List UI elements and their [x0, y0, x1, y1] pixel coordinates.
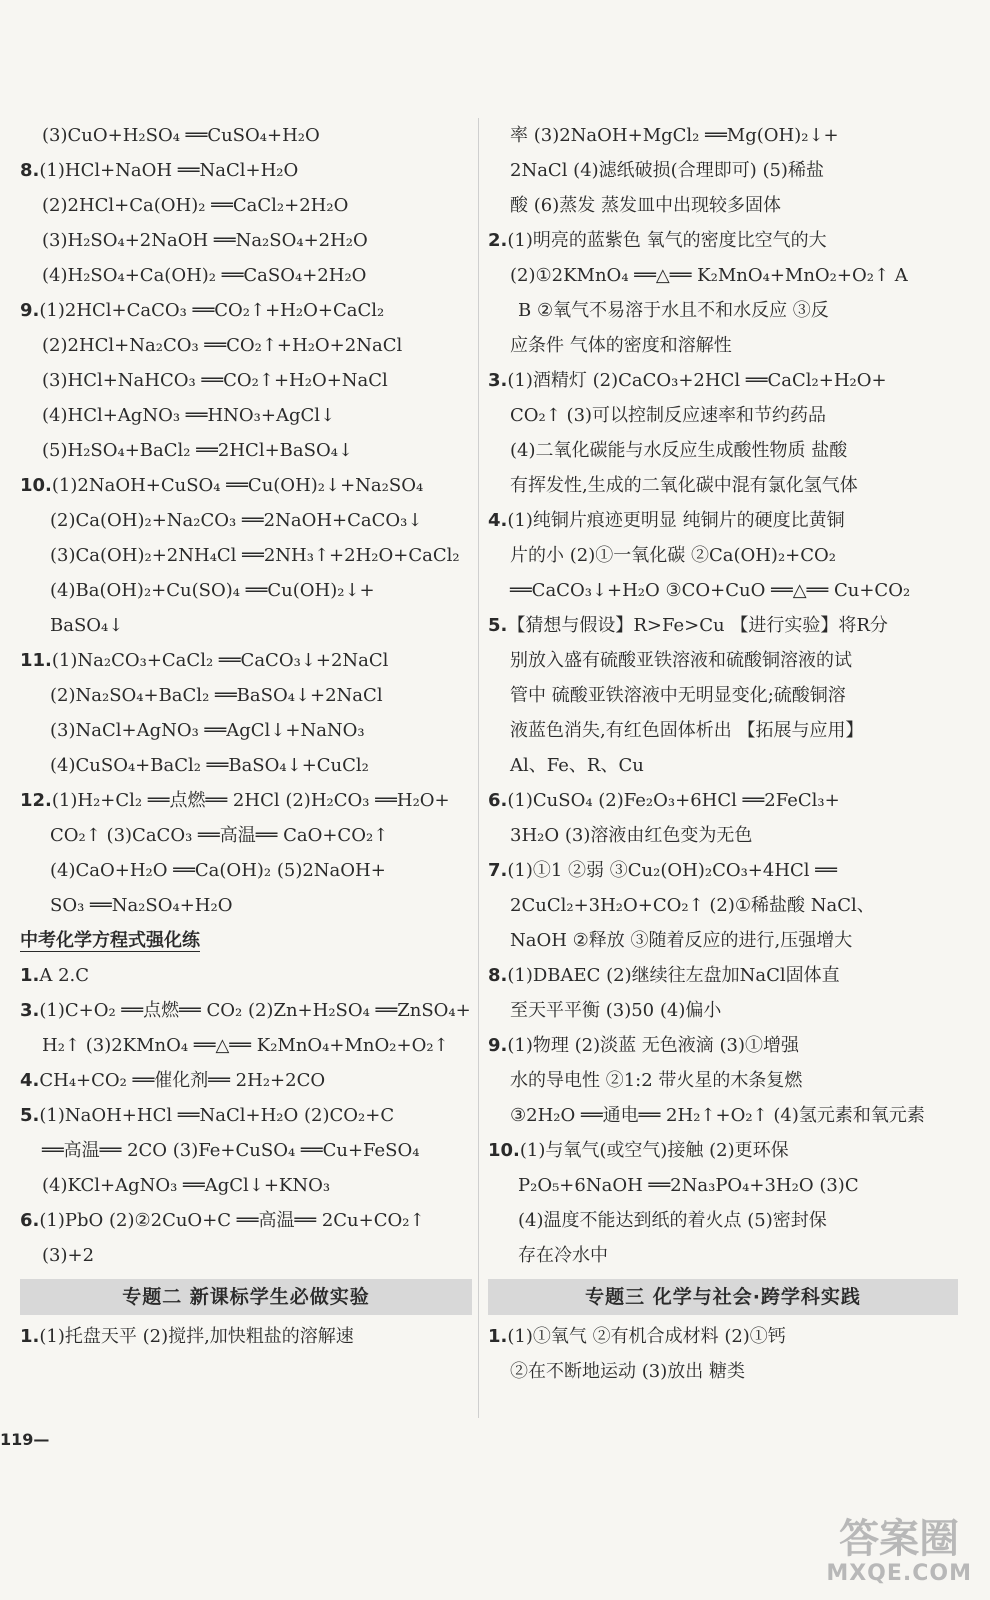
answer-text: (1)PbO (2)②2CuO+C ══高温══ 2Cu+CO₂↑	[39, 1210, 425, 1231]
answer-line	[488, 853, 958, 888]
answer-text: ②在不断地运动 (3)放出 糖类	[510, 1361, 745, 1382]
answer-text: (1)Na₂CO₃+CaCl₂ ══CaCO₃↓+2NaCl	[51, 650, 389, 671]
answer-line	[488, 153, 958, 188]
question-number: 1.	[20, 965, 40, 986]
watermark-logo	[826, 1517, 972, 1586]
answer-line	[20, 468, 472, 503]
answer-line	[20, 398, 472, 433]
answer-line	[488, 573, 958, 608]
answer-line	[20, 958, 472, 993]
answer-line	[488, 1133, 958, 1168]
answer-line	[20, 888, 472, 923]
answer-line	[20, 748, 472, 783]
answer-line	[488, 223, 958, 258]
answer-text: (1)NaOH+HCl ══NaCl+H₂O (2)CO₂+C	[39, 1105, 395, 1126]
answer-text: ══高温══ 2CO (3)Fe+CuSO₄ ══Cu+FeSO₄	[42, 1140, 420, 1161]
answer-text: (4)HCl+AgNO₃ ══HNO₃+AgCl↓	[42, 405, 336, 426]
answer-text: SO₃ ══Na₂SO₄+H₂O	[50, 895, 233, 916]
answer-line	[488, 1098, 958, 1133]
answer-text: CH₄+CO₂ ══催化剂══ 2H₂+2CO	[39, 1070, 326, 1091]
answer-line	[20, 608, 472, 643]
answer-text: P₂O₅+6NaOH ══2Na₃PO₄+3H₂O (3)C	[518, 1175, 859, 1196]
answer-text: (3)+2	[42, 1245, 95, 1266]
answer-line	[20, 783, 472, 818]
answer-text: (4)CaO+H₂O ══Ca(OH)₂ (5)2NaOH+	[50, 860, 386, 881]
question-number: 9.	[488, 1035, 508, 1056]
question-number: 4.	[20, 1070, 40, 1091]
answer-line	[20, 678, 472, 713]
answer-text: 至天平平衡 (3)50 (4)偏小	[510, 1000, 722, 1021]
answer-line	[20, 328, 472, 363]
answer-text: (3)Ca(OH)₂+2NH₄Cl ══2NH₃↑+2H₂O+CaCl₂	[50, 545, 460, 566]
answer-line	[488, 503, 958, 538]
answer-line	[20, 643, 472, 678]
answer-text: 应条件 气体的密度和溶解性	[510, 335, 732, 356]
answer-text: (4)温度不能达到纸的着火点 (5)密封保	[518, 1210, 827, 1231]
question-number: 10.	[20, 475, 52, 496]
answer-line	[488, 293, 958, 328]
question-number: 3.	[488, 370, 508, 391]
answer-text: 酸 (6)蒸发 蒸发皿中出现较多固体	[510, 195, 781, 216]
answer-text: (1)明亮的蓝紫色 氧气的密度比空气的大	[507, 230, 827, 251]
answer-line	[20, 1028, 472, 1063]
question-number: 2.	[488, 230, 508, 251]
answer-line	[488, 923, 958, 958]
question-number: 3.	[20, 1000, 40, 1021]
answer-line	[20, 1098, 472, 1133]
answer-line	[488, 468, 958, 503]
answer-text: NaOH ②释放 ③随着反应的进行,压强增大	[510, 930, 853, 951]
answer-line	[488, 643, 958, 678]
answer-line	[488, 678, 958, 713]
answer-text: (2)Ca(OH)₂+Na₂CO₃ ══2NaOH+CaCO₃↓	[50, 510, 423, 531]
answer-text: (1)托盘天平 (2)搅拌,加快粗盐的溶解速	[39, 1326, 354, 1347]
answer-text: (3)HCl+NaHCO₃ ══CO₂↑+H₂O+NaCl	[42, 370, 388, 391]
left-column	[20, 118, 472, 1354]
answer-text: BaSO₄↓	[50, 615, 124, 636]
answer-text: (1)CuSO₄ (2)Fe₂O₃+6HCl ══2FeCl₃+	[507, 790, 840, 811]
answer-line	[488, 1238, 958, 1273]
answer-text: 【猜想与假设】R>Fe>Cu 【进行实验】将R分	[507, 615, 888, 636]
answer-line	[488, 1319, 958, 1354]
answer-text: (1)2HCl+CaCO₃ ══CO₂↑+H₂O+CaCl₂	[39, 300, 385, 321]
answer-line	[20, 1133, 472, 1168]
answer-line	[488, 328, 958, 363]
answer-text: 管中 硫酸亚铁溶液中无明显变化;硫酸铜溶	[510, 685, 846, 706]
answer-text: 有挥发性,生成的二氧化碳中混有氯化氢气体	[510, 475, 858, 496]
answer-text: (2)Na₂SO₄+BaCl₂ ══BaSO₄↓+2NaCl	[50, 685, 383, 706]
answer-line	[488, 888, 958, 923]
answer-line	[20, 853, 472, 888]
answer-line	[488, 1063, 958, 1098]
answer-text: (4)CuSO₄+BaCl₂ ══BaSO₄↓+CuCl₂	[50, 755, 369, 776]
answer-line	[488, 783, 958, 818]
answer-line	[20, 1063, 472, 1098]
answer-line	[20, 118, 472, 153]
answer-text: (3)CuO+H₂SO₄ ══CuSO₄+H₂O	[42, 125, 320, 146]
question-number: 1.	[488, 1326, 508, 1347]
answer-text: 3H₂O (3)溶液由红色变为无色	[510, 825, 753, 846]
answer-text: 水的导电性 ②1:2 带火星的木条复燃	[510, 1070, 803, 1091]
answer-text: (1)HCl+NaOH ══NaCl+H₂O	[39, 160, 299, 181]
topic-banner: 专题三 化学与社会·跨学科实践	[488, 1279, 958, 1315]
answer-line	[488, 748, 958, 783]
right-column	[488, 118, 958, 1389]
question-number: 8.	[20, 160, 40, 181]
watermark-title: 答案圈	[839, 1516, 960, 1562]
question-number: 9.	[20, 300, 40, 321]
answer-text: (1)酒精灯 (2)CaCO₃+2HCl ══CaCl₂+H₂O+	[507, 370, 887, 391]
answer-text: (2)2HCl+Ca(OH)₂ ══CaCl₂+2H₂O	[42, 195, 349, 216]
answer-line	[488, 538, 958, 573]
answer-line	[488, 1354, 958, 1389]
question-number: 11.	[20, 650, 52, 671]
answer-line	[20, 293, 472, 328]
answer-line	[488, 818, 958, 853]
answer-text: (4)H₂SO₄+Ca(OH)₂ ══CaSO₄+2H₂O	[42, 265, 367, 286]
answer-text: (2)2HCl+Na₂CO₃ ══CO₂↑+H₂O+2NaCl	[42, 335, 403, 356]
answer-text: (4)Ba(OH)₂+Cu(SO)₄ ══Cu(OH)₂↓+	[50, 580, 375, 601]
answer-line	[20, 433, 472, 468]
answer-text: 别放入盛有硫酸亚铁溶液和硫酸铜溶液的试	[510, 650, 852, 671]
question-number: 8.	[488, 965, 508, 986]
answer-line	[488, 993, 958, 1028]
answer-text: Al、Fe、R、Cu	[510, 755, 644, 776]
answer-text: 液蓝色消失,有红色固体析出 【拓展与应用】	[510, 720, 864, 741]
topic-banner: 专题二 新课标学生必做实验	[20, 1279, 472, 1315]
watermark-url: MXQE.COM	[826, 1561, 972, 1586]
answer-text: ══CaCO₃↓+H₂O ③CO+CuO ══△══ Cu+CO₂	[510, 580, 911, 601]
question-number: 7.	[488, 860, 508, 881]
answer-line	[488, 118, 958, 153]
answer-line	[488, 1168, 958, 1203]
answer-text: 片的小 (2)①一氧化碳 ②Ca(OH)₂+CO₂	[510, 545, 836, 566]
answer-line	[20, 573, 472, 608]
answer-line	[20, 713, 472, 748]
answer-line	[488, 1203, 958, 1238]
answer-text: (1)2NaOH+CuSO₄ ══Cu(OH)₂↓+Na₂SO₄	[51, 475, 424, 496]
answer-line	[20, 1203, 472, 1238]
answer-text: ③2H₂O ══通电══ 2H₂↑+O₂↑ (4)氢元素和氧元素	[510, 1105, 925, 1126]
answer-line	[20, 1168, 472, 1203]
answer-text: A 2.C	[39, 965, 90, 986]
answer-line	[488, 608, 958, 643]
answer-text: (1)①1 ②弱 ③Cu₂(OH)₂CO₃+4HCl ══	[507, 860, 837, 881]
answer-line	[20, 538, 472, 573]
question-number: 5.	[488, 615, 508, 636]
answer-text: 2NaCl (4)滤纸破损(合理即可) (5)稀盐	[510, 160, 824, 181]
answer-line	[20, 223, 472, 258]
answer-line	[20, 258, 472, 293]
answer-text: (3)H₂SO₄+2NaOH ══Na₂SO₄+2H₂O	[42, 230, 368, 251]
question-number: 10.	[488, 1140, 520, 1161]
answer-line	[488, 713, 958, 748]
answer-line	[20, 188, 472, 223]
question-number: 4.	[488, 510, 508, 531]
answer-line	[488, 958, 958, 993]
question-number: 1.	[20, 1326, 40, 1347]
answer-text: 2CuCl₂+3H₂O+CO₂↑ (2)①稀盐酸 NaCl、	[510, 895, 875, 916]
answer-text: (1)DBAEC (2)继续往左盘加NaCl固体直	[507, 965, 840, 986]
answer-line	[20, 363, 472, 398]
answer-line	[488, 258, 958, 293]
answer-text: (1)①氧气 ②有机合成材料 (2)①钙	[507, 1326, 786, 1347]
column-divider	[478, 118, 479, 1418]
answer-text: CO₂↑ (3)可以控制反应速率和节约药品	[510, 405, 827, 426]
question-number: 12.	[20, 790, 52, 811]
answer-line	[20, 503, 472, 538]
answer-line	[488, 1028, 958, 1063]
section-heading: 中考化学方程式强化练	[20, 930, 200, 951]
question-number: 5.	[20, 1105, 40, 1126]
answer-line	[488, 363, 958, 398]
answer-text: (4)二氧化碳能与水反应生成酸性物质 盐酸	[510, 440, 848, 461]
answer-text: (1)与氧气(或空气)接触 (2)更环保	[519, 1140, 789, 1161]
answer-line	[20, 153, 472, 188]
answer-text: 存在冷水中	[518, 1245, 608, 1266]
answer-line	[20, 993, 472, 1028]
answer-line	[488, 188, 958, 223]
answer-text: (1)H₂+Cl₂ ══点燃══ 2HCl (2)H₂CO₃ ══H₂O+	[51, 790, 450, 811]
answer-line	[20, 1238, 472, 1273]
page-number: 119—	[0, 1430, 50, 1449]
answer-text: (3)NaCl+AgNO₃ ══AgCl↓+NaNO₃	[50, 720, 365, 741]
answer-text: CO₂↑ (3)CaCO₃ ══高温══ CaO+CO₂↑	[50, 825, 389, 846]
answer-text: H₂↑ (3)2KMnO₄ ══△══ K₂MnO₄+MnO₂+O₂↑	[42, 1035, 449, 1056]
question-number: 6.	[488, 790, 508, 811]
answer-text: (1)纯铜片痕迹更明显 纯铜片的硬度比黄铜	[507, 510, 845, 531]
answer-text: (1)物理 (2)淡蓝 无色液滴 (3)①增强	[507, 1035, 800, 1056]
answer-line	[488, 398, 958, 433]
answer-text: (2)①2KMnO₄ ══△══ K₂MnO₄+MnO₂+O₂↑ A	[510, 265, 908, 286]
question-number: 6.	[20, 1210, 40, 1231]
answer-line	[20, 818, 472, 853]
answer-line	[488, 433, 958, 468]
answer-text: 率 (3)2NaOH+MgCl₂ ══Mg(OH)₂↓+	[510, 125, 839, 146]
answer-text: (1)C+O₂ ══点燃══ CO₂ (2)Zn+H₂SO₄ ══ZnSO₄+	[39, 1000, 471, 1021]
answer-line	[20, 1319, 472, 1354]
answer-text: (4)KCl+AgNO₃ ══AgCl↓+KNO₃	[42, 1175, 331, 1196]
answer-text: B ②氧气不易溶于水且不和水反应 ③反	[518, 300, 829, 321]
answer-text: (5)H₂SO₄+BaCl₂ ══2HCl+BaSO₄↓	[42, 440, 354, 461]
